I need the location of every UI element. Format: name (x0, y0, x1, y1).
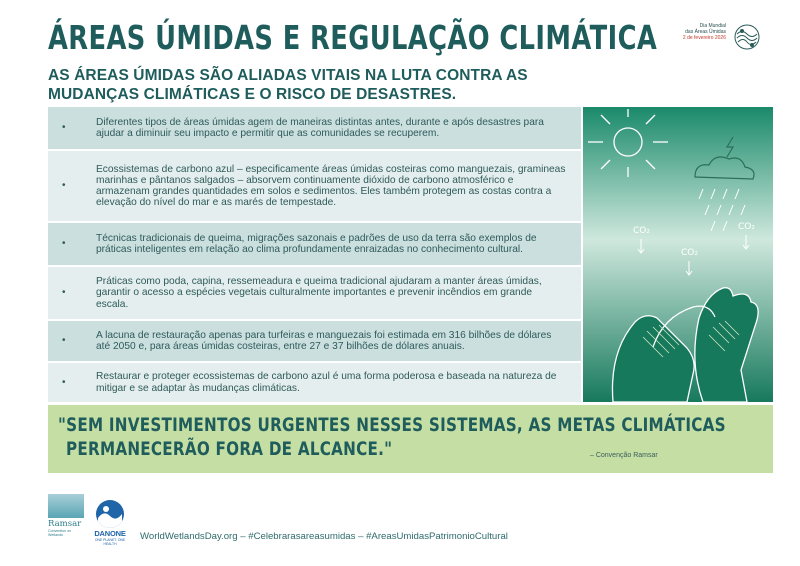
key-points-list (48, 107, 581, 402)
bullet-icon: • (62, 180, 66, 192)
danone-emblem-icon (96, 500, 124, 528)
list-item (48, 107, 581, 149)
list-item (48, 223, 581, 265)
ramsar-tagline: Convention on Wetlands (48, 529, 72, 537)
co2-label: CO₂ (633, 226, 650, 236)
list-item (48, 267, 581, 319)
list-item-text: A lacuna de restauração apenas para turfeiras e manguezais foi estimada em 316 bilhões de dólares até 2050 e, para áreas úmidas costeiras, entre 27 e 37 bilhões de dólares anuais. (96, 329, 552, 352)
danone-name: DANONE (94, 529, 126, 538)
page-subtitle: AS ÁREAS ÚMIDAS SÃO ALIADAS VITAIS NA LUTA CONTRA AS MUDANÇAS CLIMÁTICAS E O RISCO DE DESASTRES. (48, 67, 528, 103)
bullet-icon: • (62, 335, 66, 347)
footer-links[interactable]: WorldWetlandsDay.org – #Celebrarasareasumidas – #AreasUmidasPatrimonioCultural (140, 531, 508, 542)
climate-illustration (583, 107, 773, 402)
list-item (48, 151, 581, 221)
world-wetlands-day-logo (668, 22, 768, 54)
co2-label: CO₂ (738, 222, 755, 232)
page-title: ÁREAS ÚMIDAS E REGULAÇÃO CLIMÁTICA (48, 18, 658, 57)
logo-date: 2 de fevereiro 2026 (682, 35, 726, 41)
ramsar-name: Ramsar (48, 519, 82, 529)
quote-line-2: PERMANECERÃO FORA DE ALCANCE." (66, 438, 393, 460)
quote-box (48, 405, 773, 473)
hands-sun-rain-illustration (583, 107, 773, 402)
danone-tagline: ONE PLANET. ONE HEALTH (94, 538, 126, 546)
list-item-text: Práticas como poda, capina, ressemeadura e queima tradicional ajudaram a manter áreas úmidas, garantir o acesso a espécies vegetais culturalmente importantes e prevenir incêndios em grande escala. (96, 276, 542, 310)
bullet-icon: • (62, 238, 66, 250)
quote-line-1: "SEM INVESTIMENTOS URGENTES NESSES SISTEMAS, AS METAS CLIMÁTICAS (58, 414, 726, 436)
ramsar-logo (48, 494, 84, 536)
list-item-text: Técnicas tradicionais de queima, migrações sazonais e padrões de uso da terra são exemplos de práticas inteligentes em relação ao clima profundamente enraizadas no conhecimento cultural. (96, 232, 537, 255)
ramsar-emblem-icon (48, 494, 84, 518)
co2-label: CO₂ (681, 248, 698, 258)
list-item-text: Ecossistemas de carbono azul – especificamente áreas úmidas costeiras como manguezais, gramineas marinhas e pântanos salgados – absorvem continuamente dióxido de carbono atmosférico e armazenam grandes quantidades em solos e sedimentos. Eles também protegem as costas contra a elevação do nível do mar e as marés de tempestade. (96, 163, 566, 209)
danone-logo (90, 500, 130, 546)
bullet-icon: • (62, 122, 66, 134)
bullet-icon: • (62, 376, 66, 388)
list-item (48, 363, 581, 402)
list-item-text: Restaurar e proteger ecossistemas de carbono azul é uma forma poderosa e baseada na natureza de mitigar e se adaptar às mudanças climáticas. (96, 371, 557, 394)
list-item-text: Diferentes tipos de áreas úmidas agem de maneiras distintas antes, durante e após desastres para ajudar a diminuir seu impacto e permitir que as comunidades se recuperem. (96, 116, 544, 139)
wetlands-emblem-icon (728, 22, 766, 52)
logo-line-1: Dia Mundial (699, 23, 726, 29)
list-item (48, 321, 581, 361)
quote-attribution: – Convenção Ramsar (590, 452, 658, 459)
bullet-icon: • (62, 287, 66, 299)
logo-line-2: das Áreas Úmidas (685, 29, 726, 35)
